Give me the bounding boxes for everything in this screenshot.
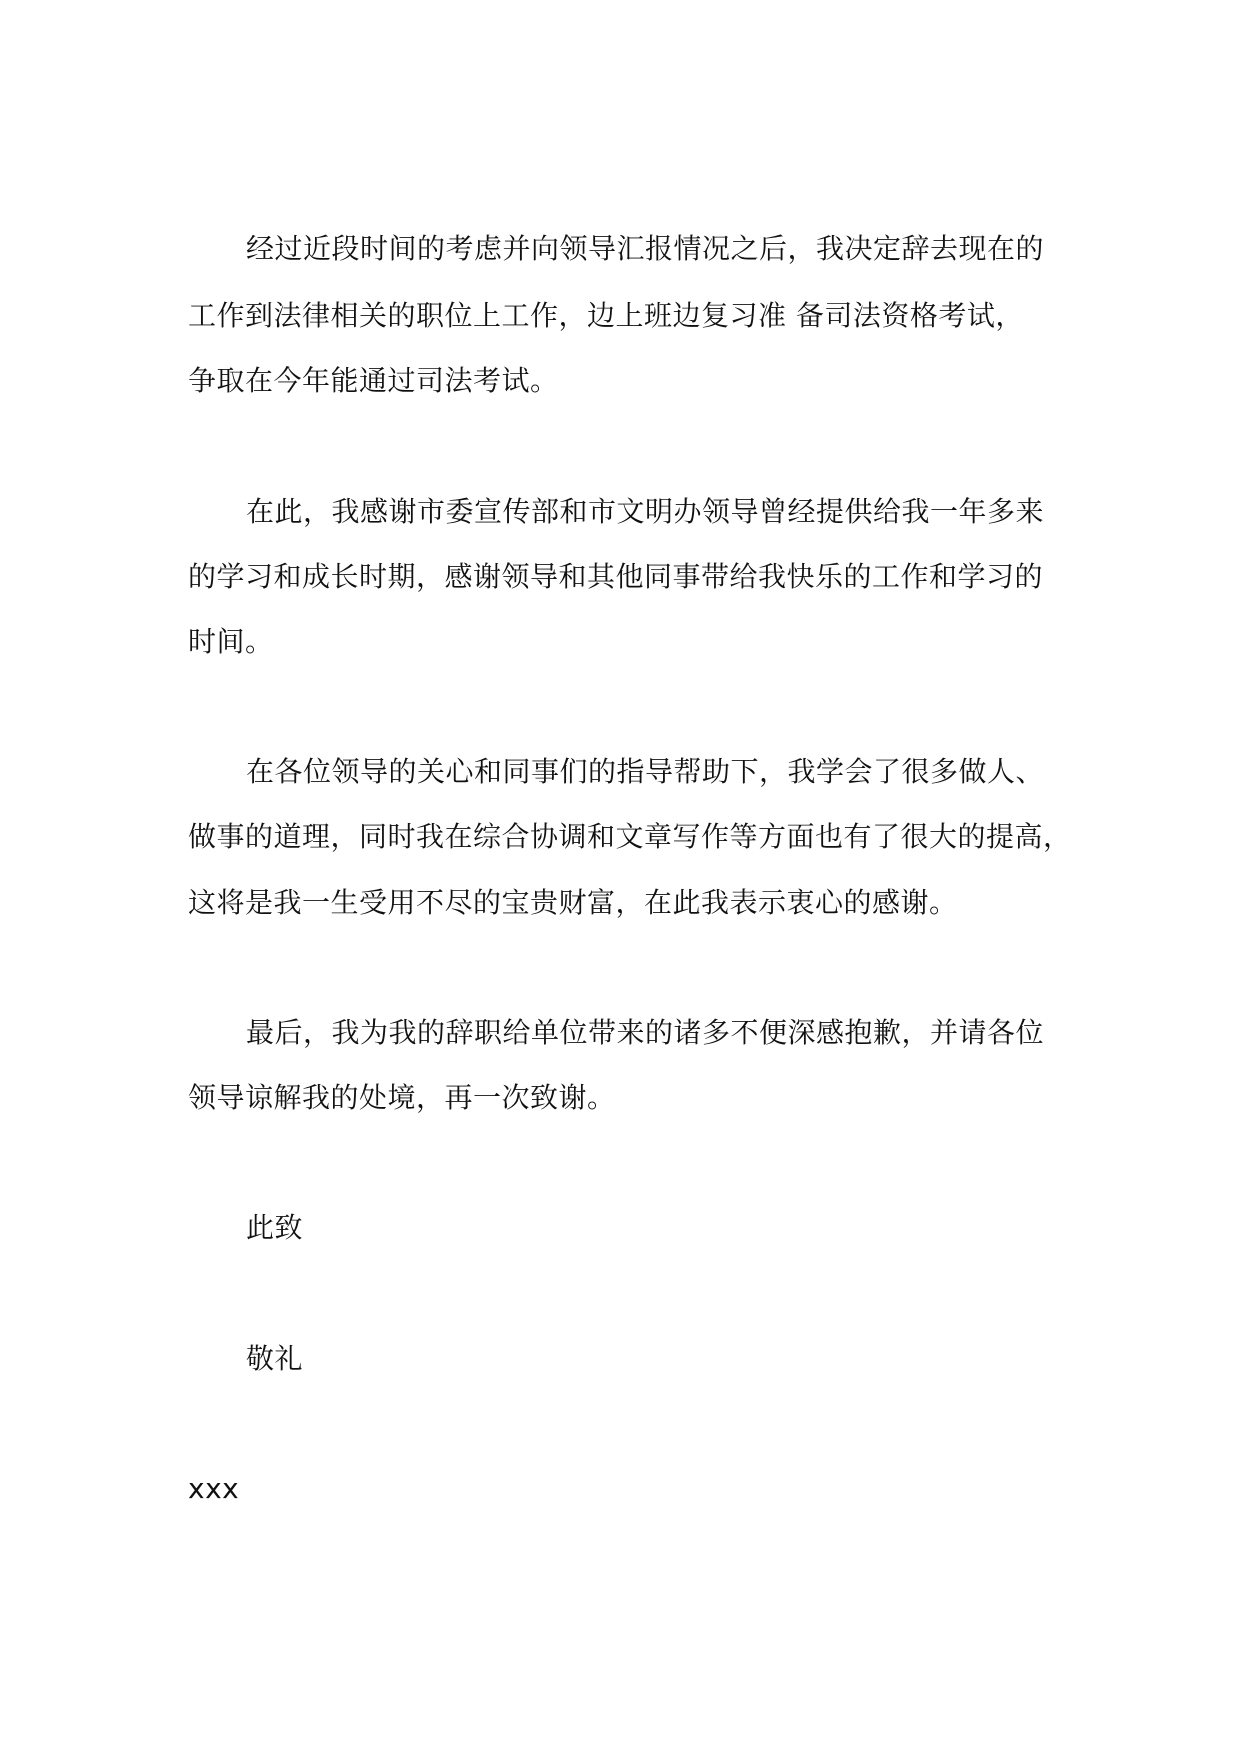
paragraph-2-line-2: 的学习和成长时期，感谢领导和其他同事带给我快乐的工作和学习的 (188, 560, 1044, 593)
paragraph-3-line-3: 这将是我一生受用不尽的宝贵财富，在此我表示衷心的感谢。 (188, 886, 958, 919)
paragraph-3-line-2: 做事的道理，同时我在综合协调和文章写作等方面也有了很大的提高， (188, 820, 1072, 853)
paragraph-1-line-3: 争取在今年能通过司法考试。 (188, 364, 559, 397)
paragraph-1-line-2: 工作到法律相关的职位上工作，边上班边复习准 备司法资格考试， (188, 299, 1024, 332)
paragraph-2-line-1: 在此，我感谢市委宣传部和市文明办领导曾经提供给我一年多来 (246, 495, 1045, 528)
closing-regards: 敬礼 (246, 1342, 304, 1375)
closing-salutation: 此致 (246, 1211, 304, 1244)
paragraph-3-line-1: 在各位领导的关心和同事们的指导帮助下，我学会了很多做人、 (246, 755, 1045, 788)
signature: xxx (188, 1472, 240, 1505)
paragraph-4-line-2: 领导谅解我的处境，再一次致谢。 (188, 1081, 616, 1114)
paragraph-4-line-1: 最后，我为我的辞职给单位带来的诸多不便深感抱歉，并请各位 (246, 1016, 1045, 1049)
paragraph-1-line-1: 经过近段时间的考虑并向领导汇报情况之后，我决定辞去现在的 (246, 232, 1045, 265)
paragraph-2-line-3: 时间。 (188, 625, 274, 658)
